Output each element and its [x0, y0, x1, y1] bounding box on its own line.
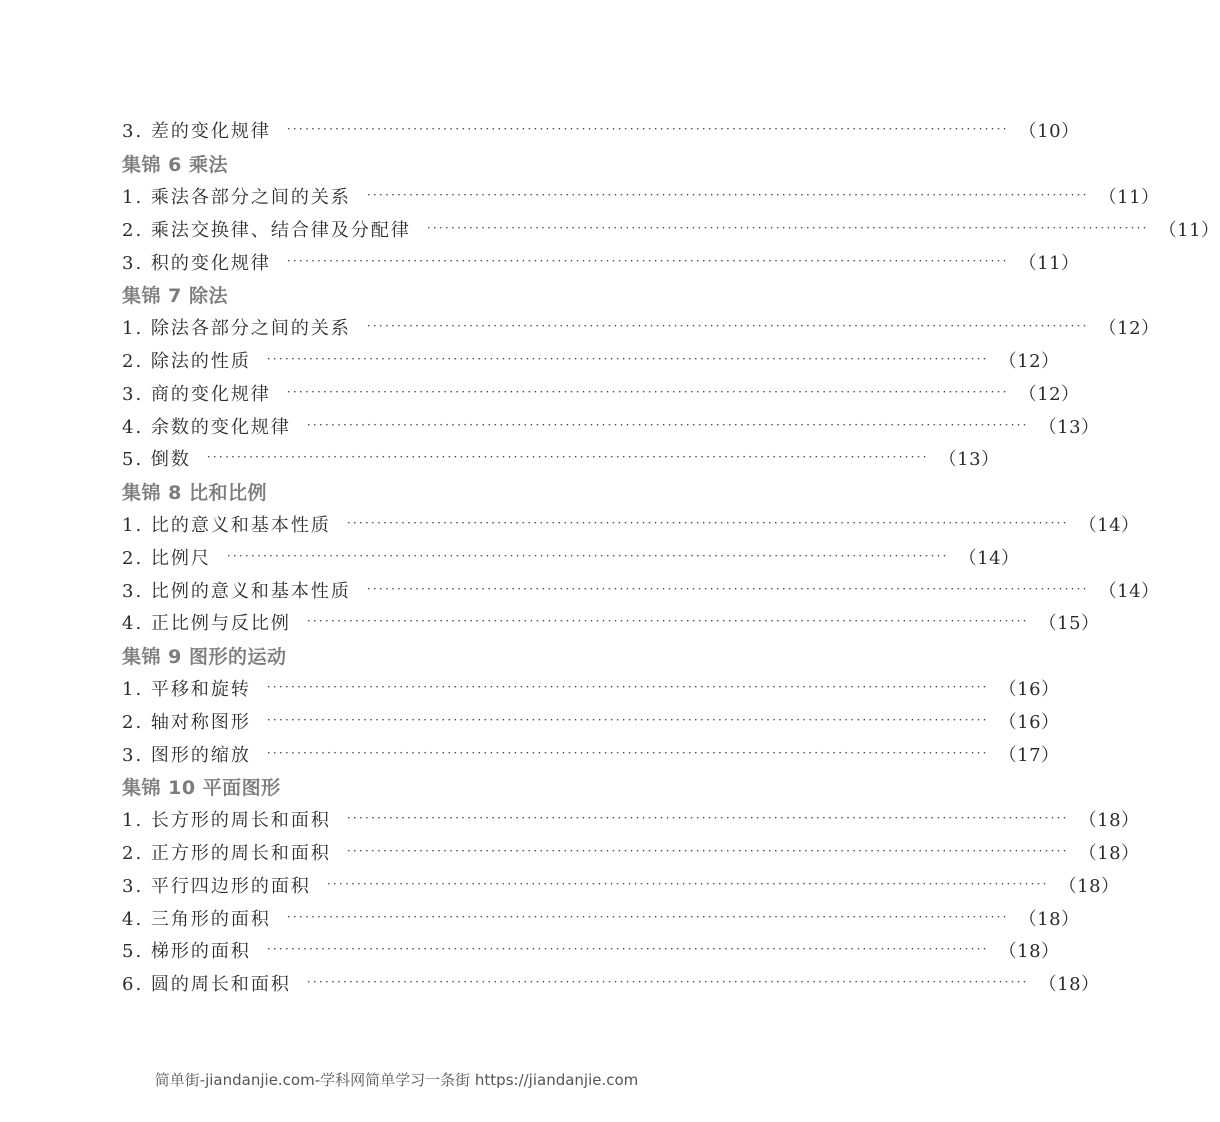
toc-entry-title: 4. 三角形的面积 — [122, 908, 271, 930]
dot-leader: ························································································································ — [286, 122, 1009, 137]
toc-entry-title: 3. 平行四边形的面积 — [122, 875, 311, 897]
toc-entry-title: 1. 平移和旋转 — [122, 678, 251, 700]
dot-leader: ························································································································ — [346, 811, 1069, 826]
toc-entry — [122, 180, 1160, 213]
toc-entry-page: （18） — [1078, 810, 1140, 832]
toc-entry-title: 3. 比例的意义和基本性质 — [122, 580, 351, 602]
toc-entry-title: 1. 比的意义和基本性质 — [122, 514, 331, 536]
toc-entry-page: （10） — [1018, 121, 1080, 143]
dot-leader: ························································································································ — [266, 745, 989, 760]
toc-entry-page: （18） — [1078, 842, 1140, 864]
dot-leader: ························································································································ — [286, 384, 1009, 399]
section-heading: 集锦 6 乘法 — [122, 153, 228, 176]
dot-leader: ························································································································ — [206, 450, 929, 465]
toc-entry — [122, 114, 1080, 147]
toc-entry-page: （12） — [998, 350, 1060, 372]
toc-entry-page: （18） — [1038, 974, 1100, 996]
section-heading: 集锦 7 除法 — [122, 284, 228, 307]
dot-leader: ························································································································ — [306, 614, 1029, 629]
toc-entry-page: （17） — [998, 744, 1060, 766]
dot-leader: ························································································································ — [286, 253, 1009, 268]
toc-entry — [122, 573, 1160, 606]
toc-entry — [122, 212, 1220, 245]
toc-entry — [122, 803, 1140, 836]
toc-entry-page: （14） — [958, 547, 1020, 569]
toc-entry-title: 4. 正比例与反比例 — [122, 613, 291, 635]
toc-entry-page: （18） — [1058, 875, 1120, 897]
dot-leader: ························································································································ — [266, 712, 989, 727]
toc-entry-title: 5. 倒数 — [122, 449, 191, 471]
toc-entry-title: 2. 乘法交换律、结合律及分配律 — [122, 219, 411, 241]
section-heading: 集锦 9 图形的运动 — [122, 645, 287, 668]
toc-entry-page: （16） — [998, 711, 1060, 733]
toc-entry-page: （14） — [1098, 580, 1160, 602]
toc-entry-title: 5. 梯形的面积 — [122, 941, 251, 963]
toc-entry-page: （13） — [1038, 416, 1100, 438]
dot-leader: ························································································································ — [326, 876, 1049, 891]
toc-entry-page: （14） — [1078, 514, 1140, 536]
toc-entry-title: 1. 长方形的周长和面积 — [122, 810, 331, 832]
toc-entry — [122, 245, 1080, 278]
toc-entry-title: 3. 商的变化规律 — [122, 383, 271, 405]
toc-entry — [122, 409, 1100, 442]
toc-entry-title: 2. 轴对称图形 — [122, 711, 251, 733]
toc-entry-page: （11） — [1098, 186, 1160, 208]
toc-entry-page: （12） — [1098, 318, 1160, 340]
toc-entry-page: （12） — [1018, 383, 1080, 405]
toc-entry-title: 3. 差的变化规律 — [122, 121, 271, 143]
dot-leader: ························································································································ — [306, 975, 1029, 990]
toc-entry-page: （16） — [998, 678, 1060, 700]
toc-entry — [122, 836, 1140, 869]
section-heading: 集锦 10 平面图形 — [122, 776, 281, 799]
toc-entry-title: 4. 余数的变化规律 — [122, 416, 291, 438]
toc-entry — [122, 672, 1060, 705]
dot-leader: ························································································································ — [346, 515, 1069, 530]
toc-entry — [122, 901, 1080, 934]
dot-leader: ························································································································ — [346, 843, 1069, 858]
toc-entry — [122, 442, 1000, 475]
toc-entry-page: （11） — [1018, 252, 1080, 274]
toc-entry — [122, 508, 1140, 541]
table-of-contents — [122, 114, 1220, 1000]
toc-entry-page: （18） — [998, 941, 1060, 963]
toc-entry-title: 1. 除法各部分之间的关系 — [122, 318, 351, 340]
toc-entry-title: 6. 圆的周长和面积 — [122, 974, 291, 996]
toc-entry — [122, 606, 1100, 639]
toc-entry — [122, 704, 1060, 737]
dot-leader: ························································································································ — [266, 679, 989, 694]
toc-entry — [122, 737, 1060, 770]
toc-entry-title: 2. 比例尺 — [122, 547, 211, 569]
toc-entry-title: 2. 正方形的周长和面积 — [122, 842, 331, 864]
toc-entry-title: 2. 除法的性质 — [122, 350, 251, 372]
section-heading: 集锦 8 比和比例 — [122, 481, 267, 504]
toc-entry-page: （15） — [1038, 613, 1100, 635]
dot-leader: ························································································································ — [366, 187, 1089, 202]
toc-entry-title: 3. 图形的缩放 — [122, 744, 251, 766]
dot-leader: ························································································································ — [366, 319, 1089, 334]
dot-leader: ························································································································ — [306, 417, 1029, 432]
toc-entry — [122, 540, 1020, 573]
toc-entry — [122, 376, 1080, 409]
footer-watermark: 简单街-jiandanjie.com-学科网简单学习一条街 https://jiandanjie.com — [154, 1071, 639, 1089]
toc-entry — [122, 868, 1120, 901]
toc-entry-title: 1. 乘法各部分之间的关系 — [122, 186, 351, 208]
toc-entry — [122, 967, 1100, 1000]
dot-leader: ························································································································ — [426, 220, 1149, 235]
dot-leader: ························································································································ — [226, 548, 949, 563]
toc-entry-title: 3. 积的变化规律 — [122, 252, 271, 274]
toc-entry — [122, 311, 1160, 344]
dot-leader: ························································································································ — [286, 909, 1009, 924]
dot-leader: ························································································································ — [366, 581, 1089, 596]
toc-entry-page: （11） — [1158, 219, 1220, 241]
toc-entry-page: （18） — [1018, 908, 1080, 930]
toc-entry — [122, 934, 1060, 967]
toc-entry — [122, 344, 1060, 377]
dot-leader: ························································································································ — [266, 942, 989, 957]
toc-entry-page: （13） — [938, 449, 1000, 471]
dot-leader: ························································································································ — [266, 351, 989, 366]
